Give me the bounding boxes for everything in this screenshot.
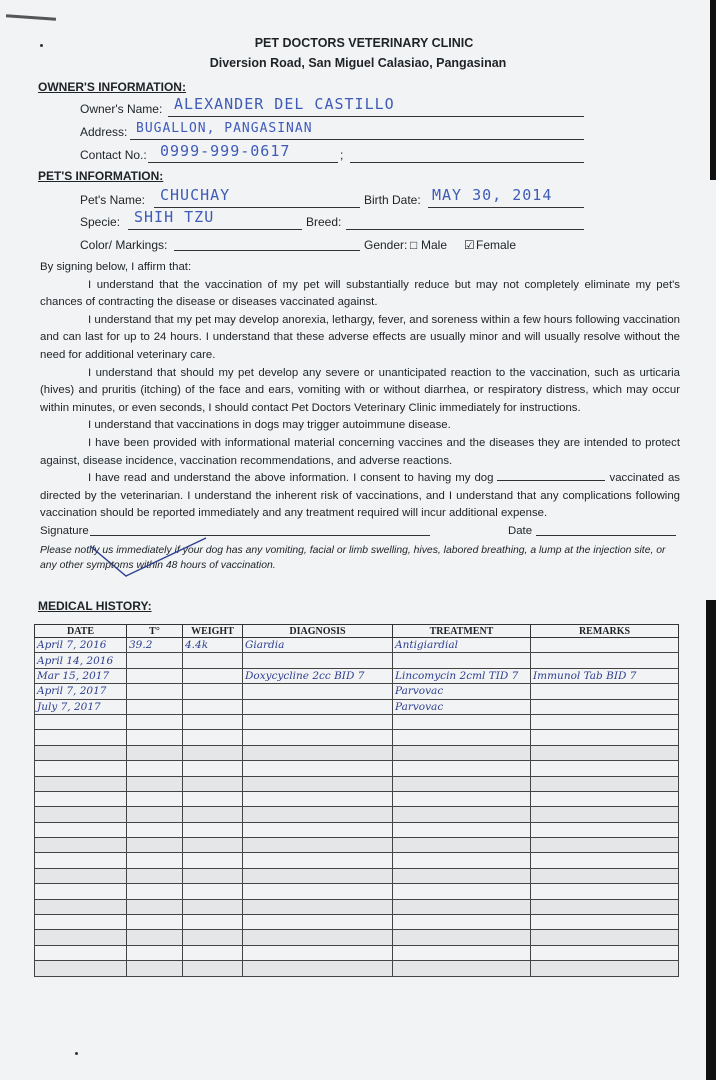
specie-line [128,229,302,230]
cell-temp[interactable] [127,776,183,791]
consent-paragraph-6 [40,470,680,523]
cell-weight[interactable] [183,807,243,822]
cell-treatment[interactable] [393,730,531,745]
table-row [35,884,679,899]
cell-remarks[interactable] [531,838,679,853]
cell-diagnosis[interactable] [243,791,393,806]
cell-temp[interactable] [127,838,183,853]
cell-diagnosis[interactable] [243,822,393,837]
cell-treatment[interactable] [393,884,531,899]
cell-weight[interactable] [183,638,243,653]
cell-diagnosis[interactable] [243,638,393,653]
cell-date[interactable] [35,930,127,945]
cell-temp[interactable] [127,945,183,960]
table-row [35,714,679,729]
cell-temp[interactable] [127,699,183,714]
table-row [35,930,679,945]
signature-label: Signature [40,524,89,537]
table-row [35,699,679,714]
cell-date[interactable] [35,899,127,914]
cell-weight[interactable] [183,884,243,899]
cell-remarks[interactable] [531,745,679,760]
cell-treatment[interactable] [393,838,531,853]
cell-date[interactable] [35,684,127,699]
cell-treatment[interactable] [393,761,531,776]
table-row [35,668,679,683]
cell-date[interactable] [35,807,127,822]
cell-treatment[interactable] [393,853,531,868]
cell-remarks[interactable] [531,653,679,668]
cell-date[interactable] [35,915,127,930]
cell-temp[interactable] [127,638,183,653]
header-date: DATE [35,625,127,638]
cell-treatment[interactable] [393,776,531,791]
entry-diagnosis: Giardia [245,639,285,652]
cell-date[interactable] [35,961,127,976]
header-weight: WEIGHT [183,625,243,638]
cell-date[interactable] [35,868,127,883]
cell-diagnosis[interactable] [243,853,393,868]
table-row [35,853,679,868]
cell-temp[interactable] [127,822,183,837]
entry-date: Mar 15, 2017 [37,669,110,682]
cell-date[interactable] [35,838,127,853]
cell-remarks[interactable] [531,961,679,976]
contact-field[interactable]: 0999-999-0617 [160,142,291,160]
color-field[interactable] [174,250,360,251]
cell-diagnosis[interactable] [243,838,393,853]
cell-temp[interactable] [127,745,183,760]
contact-line-2 [350,162,584,163]
gender-female-label: Female [476,238,517,252]
cell-treatment[interactable] [393,930,531,945]
table-header-row [35,625,679,638]
consent-paragraph-5: I have been provided with informational material concerning vaccines and the diseases they are intended to protect against, disease incidence, vaccination recommendations, and adverse reactions. [40,436,680,467]
cell-weight[interactable] [183,776,243,791]
entry-weight: 4.4k [185,639,209,652]
cell-treatment[interactable] [393,745,531,760]
cell-date[interactable] [35,653,127,668]
cell-temp[interactable] [127,853,183,868]
dot-mark [75,1052,78,1055]
color-label: Color/ Markings: [80,238,168,252]
breed-field[interactable] [346,229,584,230]
cell-weight[interactable] [183,653,243,668]
cell-remarks[interactable] [531,791,679,806]
pet-section-title: PET'S INFORMATION: [38,169,164,183]
table-row [35,730,679,745]
header-treatment: TREATMENT [393,625,531,638]
entry-date: April 14, 2016 [37,654,114,667]
cell-remarks[interactable] [531,868,679,883]
cell-diagnosis[interactable] [243,776,393,791]
cell-temp[interactable] [127,930,183,945]
cell-diagnosis[interactable] [243,961,393,976]
cell-remarks[interactable] [531,714,679,729]
cell-remarks[interactable] [531,776,679,791]
entry-treatment: Antigiardial [395,639,458,652]
cell-weight[interactable] [183,745,243,760]
cell-temp[interactable] [127,730,183,745]
cell-date[interactable] [35,853,127,868]
cell-diagnosis[interactable] [243,899,393,914]
cell-remarks[interactable] [531,684,679,699]
gender-label: Gender: [364,238,408,252]
cell-weight[interactable] [183,714,243,729]
table-row [35,915,679,930]
consent-paragraph-1: I understand that the vaccination of my pet will substantially reduce but may not completely eliminate my pet's chances of contracting the disease or diseases vaccinated against. [40,278,680,309]
cell-weight[interactable] [183,961,243,976]
owner-name-label: Owner's Name: [80,102,163,116]
entry-remarks: Immunol Tab BID 7 [533,669,637,682]
table-row [35,653,679,668]
cell-remarks[interactable] [531,761,679,776]
cell-treatment[interactable] [393,961,531,976]
breed-label: Breed: [306,215,342,229]
cell-weight[interactable] [183,853,243,868]
scan-edge [710,0,716,180]
clinic-address: Diversion Road, San Miguel Calasiao, Pangasinan [209,56,507,70]
cell-diagnosis[interactable] [243,653,393,668]
cell-diagnosis[interactable] [243,915,393,930]
cell-remarks[interactable] [531,915,679,930]
medical-history-table [34,624,679,977]
cell-treatment[interactable] [393,668,531,683]
gender-male-checkbox[interactable]: □ [410,238,418,252]
entry-date: July 7, 2017 [37,700,101,713]
staple-mark [6,14,56,20]
table-row [35,838,679,853]
cell-weight[interactable] [183,761,243,776]
table-row [35,684,679,699]
birth-date-label: Birth Date: [364,193,421,207]
consent-paragraph-4: I understand that vaccinations in dogs may trigger autoimmune disease. [88,419,451,432]
entry-diagnosis: Doxycycline 2cc BID 7 [245,669,365,682]
cell-temp[interactable] [127,884,183,899]
cell-treatment[interactable] [393,684,531,699]
cell-remarks[interactable] [531,884,679,899]
cell-diagnosis[interactable] [243,668,393,683]
cell-date[interactable] [35,761,127,776]
cell-diagnosis[interactable] [243,730,393,745]
cell-date[interactable] [35,638,127,653]
cell-diagnosis[interactable] [243,745,393,760]
address-label: Address: [80,125,128,139]
table-row [35,961,679,976]
contact-label: Contact No.: [80,148,147,162]
entry-treatment: Parvovac [395,700,444,713]
consent-paragraph-3: I understand that should my pet develop any severe or unanticipated reaction to the vaccination, such as urticaria (hives) and pruritis (itching) of the face and ears, vomiting with or without diarrhea, or respiratory distress, which may occur within minutes, or even seconds, I should contact Pet Doctors Veterinary Clinic immediately for instructions. [40,366,680,414]
cell-treatment[interactable] [393,699,531,714]
cell-treatment[interactable] [393,638,531,653]
cell-weight[interactable] [183,838,243,853]
cell-diagnosis[interactable] [243,684,393,699]
cell-temp[interactable] [127,961,183,976]
cell-diagnosis[interactable] [243,714,393,729]
date-field[interactable] [536,535,676,536]
entry-treatment: Lincomycin 2cml TID 7 [395,669,519,682]
cell-date[interactable] [35,791,127,806]
cell-weight[interactable] [183,930,243,945]
cell-remarks[interactable] [531,730,679,745]
cell-weight[interactable] [183,699,243,714]
cell-remarks[interactable] [531,930,679,945]
table-row [35,791,679,806]
cell-date[interactable] [35,714,127,729]
cell-treatment[interactable] [393,791,531,806]
consent-paragraph-2: I understand that my pet may develop anorexia, lethargy, fever, and soreness within a few hours following vaccination and can last for up to 24 hours. I understand that these adverse effects are usually minor and will usually resolve without the need for additional veterinary care. [40,313,680,361]
contact-separator: ; [340,148,344,162]
cell-temp[interactable] [127,653,183,668]
date-label: Date [508,524,533,537]
gender-male-label: Male [421,238,448,252]
cell-temp[interactable] [127,899,183,914]
consent-intro: By signing below, I affirm that: [40,261,192,273]
scan-edge [706,600,716,1080]
table-row [35,807,679,822]
cell-date[interactable] [35,730,127,745]
cell-date[interactable] [35,884,127,899]
contact-line [148,162,338,163]
dog-vaccine-field[interactable] [497,470,605,481]
cell-weight[interactable] [183,868,243,883]
owner-name-line [168,116,584,117]
cell-weight[interactable] [183,822,243,837]
owner-section-title: OWNER'S INFORMATION: [38,80,186,94]
cell-diagnosis[interactable] [243,699,393,714]
table-body [35,638,679,977]
pet-name-label: Pet's Name: [80,193,145,207]
cell-weight[interactable] [183,791,243,806]
cell-weight[interactable] [183,668,243,683]
cell-date[interactable] [35,745,127,760]
table-row [35,822,679,837]
handwritten-check-mark [86,536,226,586]
cell-treatment[interactable] [393,714,531,729]
entry-temp: 39.2 [129,639,153,652]
cell-treatment[interactable] [393,807,531,822]
medical-history-title: MEDICAL HISTORY: [38,599,152,613]
clinic-name: PET DOCTORS VETERINARY CLINIC [254,36,474,50]
cell-remarks[interactable] [531,638,679,653]
cell-remarks[interactable] [531,899,679,914]
table-row [35,776,679,791]
specie-label: Specie: [80,215,121,229]
vaccination-note: Please notify us immediately if your dog has any vomiting, facial or limb swelling, hives, labored breathing, a lump at the injection site, or any other symptoms within 48 hours of vaccination. [40,544,666,572]
cell-temp[interactable] [127,868,183,883]
cell-treatment[interactable] [393,868,531,883]
cell-date[interactable] [35,945,127,960]
cell-diagnosis[interactable] [243,884,393,899]
birth-date-field[interactable]: MAY 30, 2014 [432,186,553,204]
cell-weight[interactable] [183,684,243,699]
entry-date: April 7, 2016 [37,639,107,652]
cell-temp[interactable] [127,684,183,699]
header-temperature: T° [127,625,183,638]
table-row [35,638,679,653]
cell-date[interactable] [35,699,127,714]
cell-remarks[interactable] [531,945,679,960]
cell-date[interactable] [35,822,127,837]
header-remarks: REMARKS [531,625,679,638]
cell-weight[interactable] [183,899,243,914]
owner-name-field[interactable]: ALEXANDER DEL CASTILLO [174,95,395,113]
cell-remarks[interactable] [531,699,679,714]
pet-name-field[interactable]: CHUCHAY [160,186,231,204]
address-line [130,139,584,140]
cell-temp[interactable] [127,791,183,806]
cell-remarks[interactable] [531,853,679,868]
specie-field[interactable]: SHIH TZU [134,208,215,226]
cell-treatment[interactable] [393,945,531,960]
table-row [35,745,679,760]
consent-block [40,259,680,574]
cell-temp[interactable] [127,807,183,822]
dot-mark [40,44,43,47]
entry-date: April 7, 2017 [37,685,107,698]
cell-remarks[interactable] [531,668,679,683]
consent-paragraph-6-end: vaccinated as directed by the veterinarian. I understand the inherent risk of vaccinations, and I understand that any complications following vaccination should be reported immediately and any treatment required will incur additional expense. [40,472,680,520]
cell-temp[interactable] [127,714,183,729]
cell-weight[interactable] [183,945,243,960]
cell-weight[interactable] [183,915,243,930]
cell-diagnosis[interactable] [243,945,393,960]
cell-temp[interactable] [127,915,183,930]
entry-treatment: Parvovac [395,685,444,698]
cell-diagnosis[interactable] [243,807,393,822]
table-row [35,899,679,914]
cell-remarks[interactable] [531,822,679,837]
cell-diagnosis[interactable] [243,761,393,776]
cell-remarks[interactable] [531,807,679,822]
cell-date[interactable] [35,668,127,683]
birth-date-line [428,207,584,208]
table-row [35,945,679,960]
cell-treatment[interactable] [393,915,531,930]
cell-weight[interactable] [183,730,243,745]
cell-temp[interactable] [127,668,183,683]
consent-paragraph-6-start: I have read and understand the above information. I consent to having my dog [88,472,494,485]
table-row [35,868,679,883]
address-field[interactable]: BUGALLON, PANGASINAN [136,121,313,136]
gender-female-checkbox[interactable]: ☑ [464,238,475,252]
cell-treatment[interactable] [393,653,531,668]
header-diagnosis: DIAGNOSIS [243,625,393,638]
cell-diagnosis[interactable] [243,868,393,883]
cell-treatment[interactable] [393,822,531,837]
cell-date[interactable] [35,776,127,791]
cell-treatment[interactable] [393,899,531,914]
cell-temp[interactable] [127,761,183,776]
table-row [35,761,679,776]
cell-diagnosis[interactable] [243,930,393,945]
